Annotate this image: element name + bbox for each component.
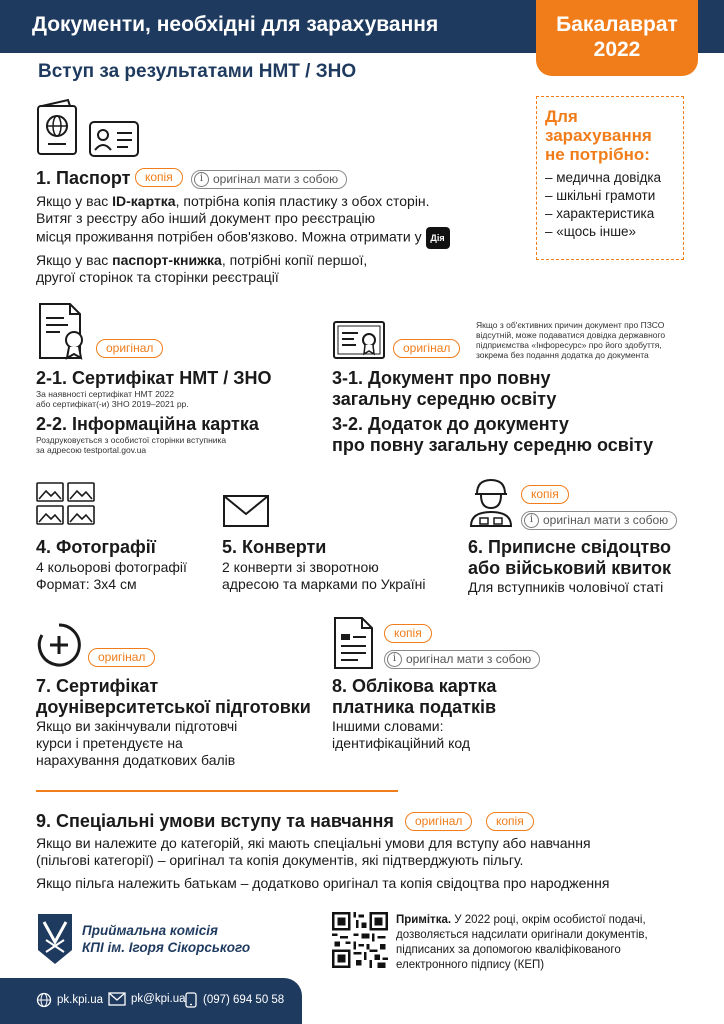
title-line: 3-1. Документ про повну [332,368,551,388]
copy-badge [521,485,569,504]
text-span: У 2022 році, окрім особистої подачі, [451,914,646,926]
kpi-logo-icon [36,912,74,966]
section-divider [36,790,398,792]
note-line: За наявності сертифікат НМТ 2022 [36,389,175,399]
item9-title: 9. Спеціальні умови вступу та навчання [36,811,394,831]
copy-badge [135,168,183,187]
mail-icon [108,992,126,1006]
org-name [82,922,250,956]
not-needed-title: Для зарахування не потрібно: [545,107,652,164]
list-item: – медична довідка [545,170,662,185]
info-icon: i [194,172,209,187]
text-line: Формат: 3х4 см [36,576,137,592]
text-line: адресою та марками по Україні [222,576,426,592]
copy-label: копія [486,812,534,831]
info-icon: i [524,513,539,528]
degree-year: 2022 [593,38,641,61]
title-line: 7. Сертифікат [36,676,159,696]
list-item: – «щось інше» [545,224,637,239]
item3-2-title [332,414,653,456]
text-line: Якщо пільга належить батькам – додатково оригінал та копія свідоцтва про народження [36,875,610,891]
title-line: 3-2. Додаток до документу [332,414,569,434]
not-needed-list [545,169,675,241]
soldier-icon [468,476,514,528]
title-line: або військовий квиток [468,558,672,578]
item2-2-title: 2-2. Інформаційна картка [36,414,259,434]
title-line: платника податків [332,697,497,717]
text-line: Якщо ви належите до категорій, які мають спеціальні умови для вступу або навчання [36,835,591,851]
note-line: за адресою testportal.gov.ua [36,445,147,455]
degree-label: Бакалаврат [556,13,678,36]
title-line: загальну середню освіту [332,389,557,409]
list-item: – характеристика [545,206,655,221]
document-icon [332,616,376,670]
certificate-icon [36,302,90,360]
item2-1-title: 2-1. Сертифікат НМТ / ЗНО [36,368,272,388]
text-span: , потрібна копія пластику з обох сторін. [175,193,430,209]
text-line: Іншими словами: [332,718,444,734]
item4-title: 4. Фотографії [36,537,156,557]
copy-label: копія [135,168,183,187]
org-line: Приймальна комісія [82,923,218,938]
item6-title [468,537,671,579]
page-title: Документи, необхідні для зарахування [32,13,439,36]
text-line: Витяг з реєстру або інший документ про реєстрацію [36,210,376,226]
list-item: – шкільні грамоти [545,188,656,203]
item8-title [332,676,496,718]
item5-text [222,559,426,593]
item6-text: Для вступників чоловічої статі [468,579,664,595]
item5-title: 5. Конверти [222,537,327,557]
website-link[interactable] [36,992,103,1008]
copy-label: копія [384,624,432,643]
note-line: відсутній, може подаватися довідка державного [476,330,666,340]
title-line: про повну загальну середню освіту [332,435,654,455]
email-text: pk@kpi.ua [131,993,186,1005]
not-needed-box [536,96,684,260]
id-card-icon [88,120,140,158]
copy-badge [384,624,432,643]
note-block [396,913,648,973]
original-badge [405,812,472,831]
text-line: електронного підпису (КЕП) [396,959,545,971]
item1-text [36,193,450,286]
page-subtitle: Вступ за результатами НМТ / ЗНО [38,61,357,82]
original-badge [96,339,163,358]
text-span: Якщо у вас [36,193,113,209]
title-line: 8. Облікова картка [332,676,497,696]
item9-text [36,835,609,892]
item7-title [36,676,311,718]
original-label: оригінал [405,812,472,831]
org-line: КПІ ім. Ігоря Сікорського [82,940,251,955]
phone-icon [184,992,198,1008]
original-bring-label: оригінал мати з собою [543,513,669,527]
original-badge [393,339,460,358]
diia-logo: Дія [426,227,450,249]
text-line: нарахування додаткових балів [36,752,236,768]
title-line: доуніверситетської підготовки [36,697,311,717]
original-bring-badge [384,648,540,669]
item2-1-note [36,389,189,409]
text-span: Якщо у вас [36,252,113,268]
original-badge [88,648,155,667]
original-bring-label: оригінал мати з собою [213,172,339,186]
text-line: 4 кольорові фотографії [36,559,187,575]
item7-text [36,718,237,769]
website-text: pk.kpi.ua [57,994,104,1006]
passport-icon [36,98,78,156]
item3-1-title [332,368,556,410]
title-line: 6. Приписне свідоцтво [468,537,672,557]
text-line: ідентифікаційний код [332,735,471,751]
original-bring-badge [521,509,677,530]
original-label: оригінал [96,339,163,358]
photos-icon [36,482,96,526]
note-label: Примітка. [396,914,452,926]
globe-icon [36,992,52,1008]
text-line: Якщо ви закінчували підготовчі [36,718,238,734]
text-span-bold: ID-картка [112,193,176,209]
note-line: підприємства «Інфоресурс» про його здобуття, [476,340,662,350]
item1-title: 1. Паспорт [36,168,131,188]
qr-code-icon [332,912,388,968]
text-line: курси і претендуєте на [36,735,183,751]
note-line: Роздруковується з особистої сторінки вступника [36,435,227,445]
envelope-icon [222,494,270,528]
item3-note [476,320,706,360]
text-line: другої сторінок та сторінки реєстрації [36,269,279,285]
note-line: Якщо з об'єктивних причин документ про ПЗСО [476,320,665,330]
item8-text [332,718,470,752]
item4-text [36,559,187,593]
text-line: підписаних за допомогою кваліфікованого [396,944,621,956]
copy-badge [486,812,534,831]
degree-badge [536,0,698,76]
diploma-icon [332,320,386,362]
phone-text: (097) 694 50 58 [203,994,285,1006]
note-line: зокрема без подання додатка до документа [476,350,649,360]
copy-label: копія [521,485,569,504]
email-link[interactable] [108,992,186,1006]
text-span: місця проживання потрібен обов'язково. Можна отримати у [36,228,422,245]
text-line: (пільгові категорії) – оригінал та копія документів, які підтверджують пільгу. [36,852,524,868]
info-icon: i [387,652,402,667]
original-bring-label: оригінал мати з собою [406,652,532,666]
text-span-bold: паспорт-книжка [112,252,222,268]
original-bring-badge [191,168,347,189]
note-line: або сертифікат(-и) ЗНО 2019–2021 рр. [36,399,189,409]
text-line: дозволяється надсилати оригінали документів, [396,929,648,941]
phone-link[interactable] [184,992,284,1008]
plus-circle-icon [36,622,82,668]
item2-2-note [36,435,226,455]
original-label: оригінал [393,339,460,358]
text-span: , потрібні копії першої, [221,252,368,268]
text-line: 2 конверти зі зворотною [222,559,379,575]
original-label: оригінал [88,648,155,667]
